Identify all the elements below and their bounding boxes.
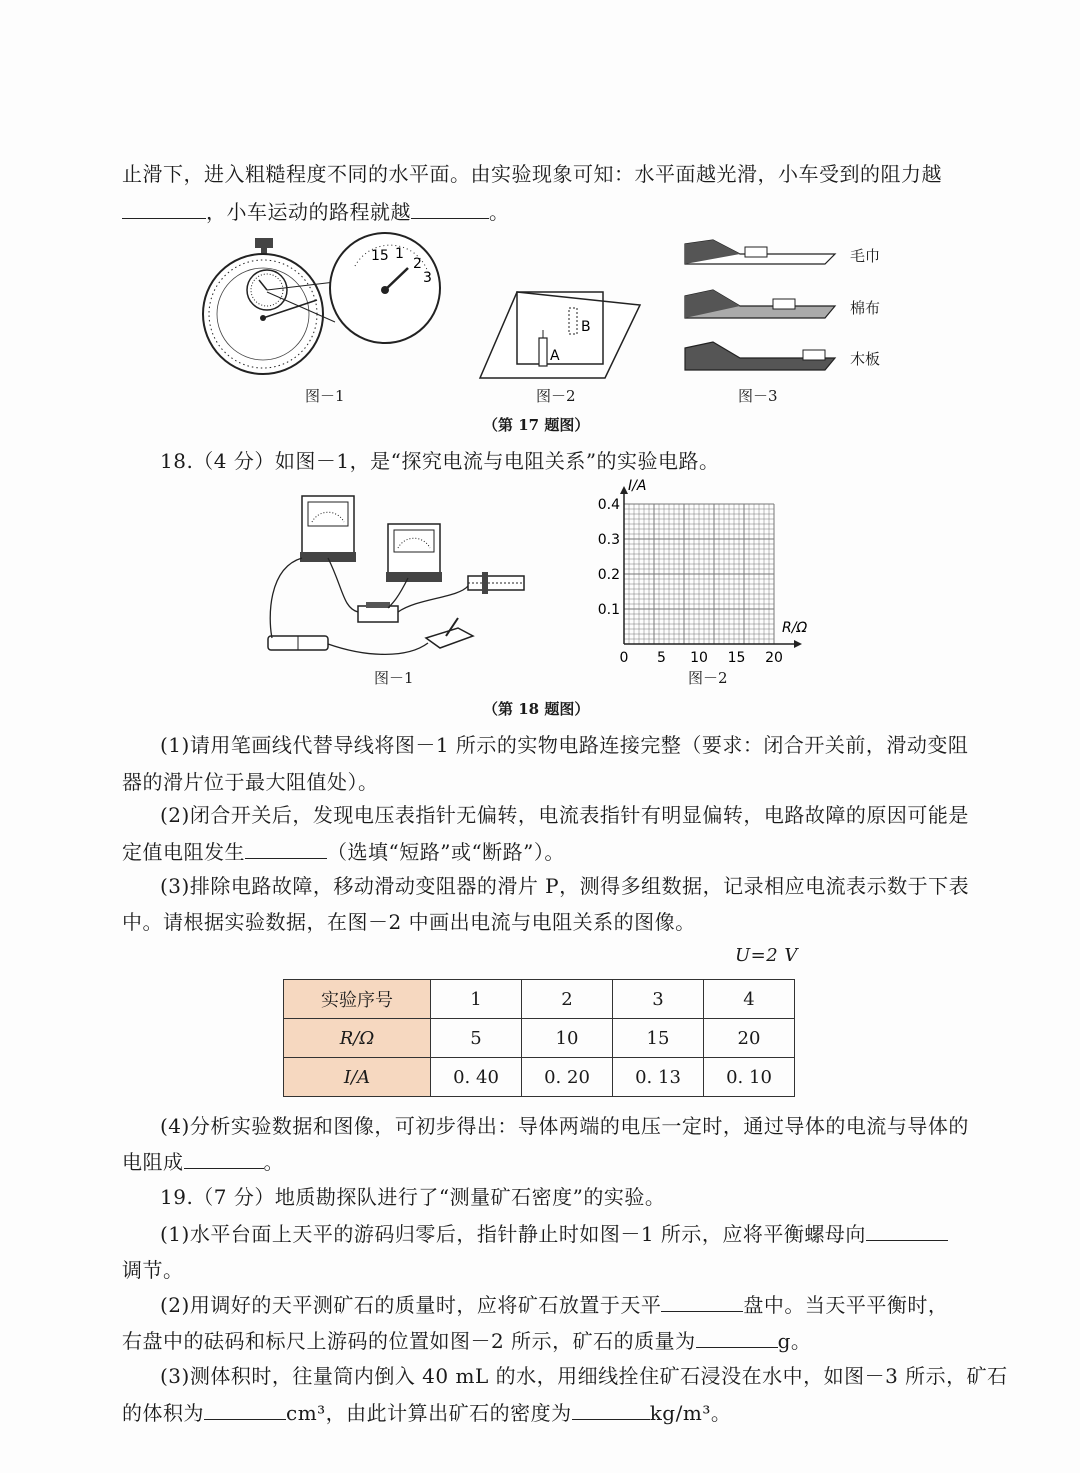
ammeter-icon xyxy=(300,496,356,562)
current-resistance-grid xyxy=(588,478,828,688)
q19-p2-l1: (2)用调好的天平测矿石的质量时，应将矿石放置于天平 盘中。当天平平衡时， xyxy=(160,1293,949,1317)
candle-b-label: B xyxy=(581,319,591,335)
circuit-figure xyxy=(258,488,528,663)
q17-fig1-label: 图－1 xyxy=(305,387,345,405)
answer-blank[interactable] xyxy=(204,1399,286,1420)
q18-intro: 18.（4 分）如图－1，是“探究电流与电阻关系”的实验电路。 xyxy=(160,449,720,473)
table-row xyxy=(284,980,795,1019)
data-table xyxy=(283,979,795,1097)
q17-figures xyxy=(195,230,845,395)
q18-p2-l2: 定值电阻发生 （选填“短路”或“断路”）。 xyxy=(122,840,565,864)
table-cell: 2 xyxy=(522,980,613,1019)
q17-line1: 止滑下，进入粗糙程度不同的水平面。由实验现象可知：水平面越光滑，小车受到的阻力越 xyxy=(122,162,942,186)
x-tick-label: 5 xyxy=(657,650,666,666)
table-cell: 0. 20 xyxy=(522,1058,613,1097)
answer-blank[interactable] xyxy=(866,1220,948,1241)
q18-p3-l1: (3)排除电路故障，移动滑动变阻器的滑片 P，测得多组数据，记录相应电流表示数于下表 xyxy=(160,874,970,898)
q19-intro: 19.（7 分）地质勘探队进行了“测量矿石密度”的实验。 xyxy=(160,1185,666,1209)
table-cell: 10 xyxy=(522,1019,613,1058)
dial-label: 1 xyxy=(395,246,404,262)
q19-p3-l2: 的体积为 cm³，由此计算出矿石的密度为 kg/m³。 xyxy=(122,1401,732,1425)
x-axis-label: R/Ω xyxy=(782,620,808,636)
q19-p3-l1: (3)测体积时，往量筒内倒入 40 mL 的水，用细线拴住矿石浸没在水中，如图－3 所示，矿石 xyxy=(160,1364,1008,1388)
dial-label: 2 xyxy=(413,256,422,272)
voltage-note: U=2 V xyxy=(735,945,798,966)
q18-p1-l1: (1)请用笔画线代替导线将图－1 所示的实物电路连接完整（要求：闭合开关前，滑动变阻 xyxy=(160,733,969,757)
y-tick-label: 0.1 xyxy=(597,602,620,618)
q18-p4-l2: 电阻成 。 xyxy=(122,1150,284,1174)
switch-icon xyxy=(426,618,473,648)
x-tick-label: 0 xyxy=(619,650,629,666)
q18-p4-l1: (4)分析实验数据和图像，可初步得出：导体两端的电压一定时，通过导体的电流与导体的 xyxy=(160,1114,969,1138)
q19-p1-l1: (1)水平台面上天平的游码归零后，指针静止时如图－1 所示，应将平衡螺母向 xyxy=(160,1220,948,1248)
surface-towel: 毛巾 xyxy=(850,247,881,265)
table-cell: 3 xyxy=(613,980,704,1019)
q18-fig2-label: 图－2 xyxy=(688,669,728,687)
surface-cotton: 棉布 xyxy=(850,299,881,317)
q17-line2: ，小车运动的路程就越 。 xyxy=(122,198,510,226)
answer-blank[interactable] xyxy=(572,1399,650,1420)
y-axis-label: I/A xyxy=(628,478,647,494)
q17-fig3-label: 图－3 xyxy=(738,387,778,405)
q19-p2-l2: 右盘中的砝码和标尺上游码的位置如图－2 所示，矿石的质量为 g。 xyxy=(122,1329,812,1353)
x-tick-label: 10 xyxy=(690,650,708,666)
table-row xyxy=(284,1019,795,1058)
surface-wood: 木板 xyxy=(850,350,881,368)
stopwatch-icon xyxy=(203,238,335,374)
rheostat-icon xyxy=(468,572,524,594)
table-cell: 5 xyxy=(431,1019,522,1058)
dial-label: 15 xyxy=(371,248,389,264)
table-cell: 0. 10 xyxy=(704,1058,795,1097)
table-cell: 4 xyxy=(704,980,795,1019)
q18-fig1-label: 图－1 xyxy=(374,669,414,687)
resistor-icon xyxy=(358,602,398,622)
x-tick-label: 20 xyxy=(765,650,783,666)
q17-fig2-label: 图－2 xyxy=(536,387,576,405)
table-cell: 0. 40 xyxy=(431,1058,522,1097)
table-cell: 20 xyxy=(704,1019,795,1058)
y-axis-arrow xyxy=(620,486,628,494)
ramp-figures xyxy=(685,240,835,370)
candle-a-label: A xyxy=(550,348,560,364)
dial-label: 3 xyxy=(423,270,432,286)
table-header: R/Ω xyxy=(284,1019,431,1058)
table-row xyxy=(284,1058,795,1097)
battery-icon xyxy=(268,636,328,650)
y-tick-label: 0.3 xyxy=(597,532,620,548)
table-cell: 1 xyxy=(431,980,522,1019)
table-header: I/A xyxy=(284,1058,431,1097)
y-tick-label: 0.2 xyxy=(597,567,620,583)
voltmeter-icon xyxy=(386,524,442,582)
x-tick-label: 15 xyxy=(727,650,746,666)
magnified-dial xyxy=(330,233,440,343)
q18-p3-l2: 中。请根据实验数据，在图－2 中画出电流与电阻关系的图像。 xyxy=(122,910,696,934)
answer-blank[interactable] xyxy=(696,1327,778,1348)
q17-caption: （第 17 题图） xyxy=(483,416,590,434)
q18-caption: （第 18 题图） xyxy=(483,700,590,718)
answer-blank[interactable] xyxy=(122,198,206,219)
y-tick-label: 0.4 xyxy=(597,497,620,513)
table-cell: 0. 13 xyxy=(613,1058,704,1097)
x-axis-arrow xyxy=(794,640,802,648)
plane-mirror-figure xyxy=(480,292,640,378)
q18-p1-l2: 器的滑片位于最大阻值处）。 xyxy=(122,770,379,794)
answer-blank[interactable] xyxy=(245,838,327,859)
q19-p1-l2: 调节。 xyxy=(122,1258,184,1282)
table-cell: 15 xyxy=(613,1019,704,1058)
answer-blank[interactable] xyxy=(184,1148,264,1169)
answer-blank[interactable] xyxy=(661,1291,743,1312)
table-header: 实验序号 xyxy=(284,980,431,1019)
answer-blank[interactable] xyxy=(411,198,489,219)
q18-p2-l1: (2)闭合开关后，发现电压表指针无偏转，电流表指针有明显偏转，电路故障的原因可能是 xyxy=(160,803,969,827)
